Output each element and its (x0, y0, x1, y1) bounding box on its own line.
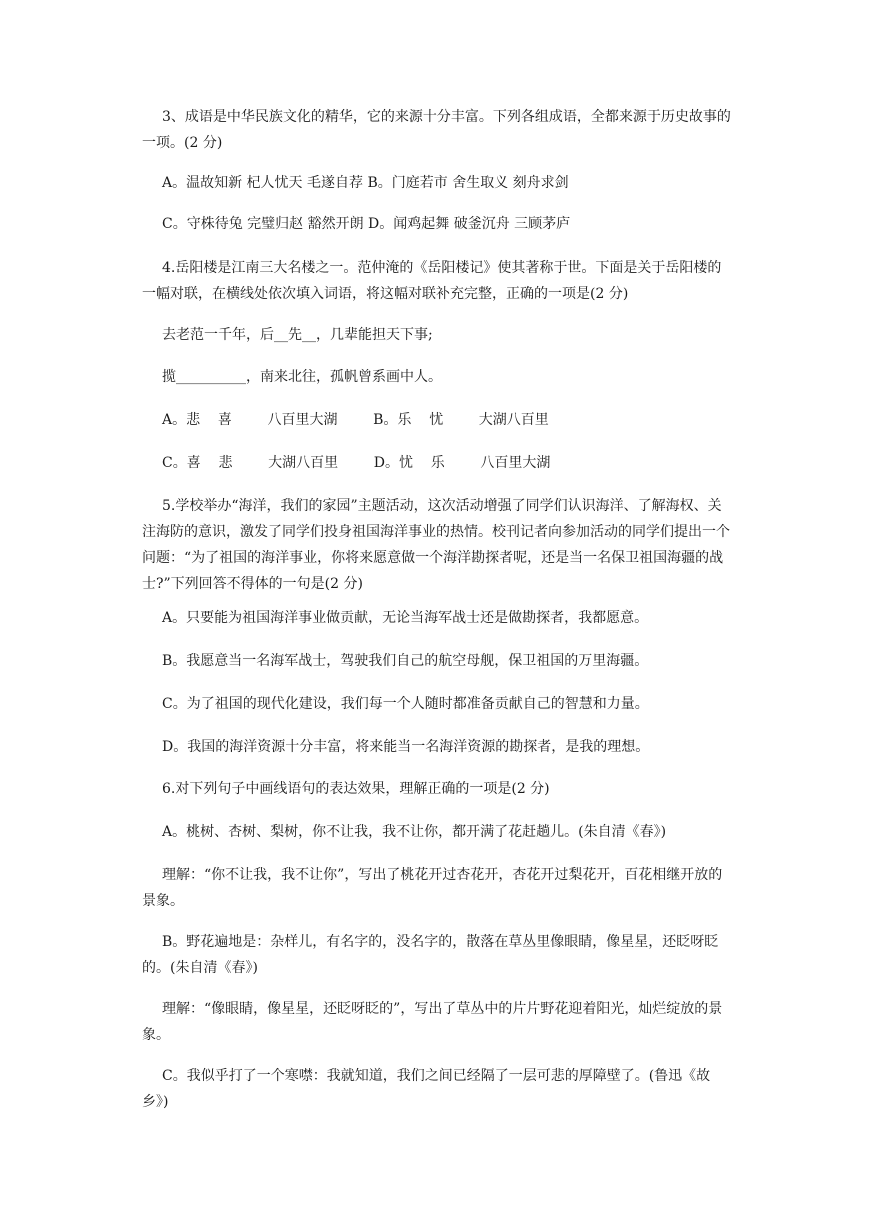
q6-explain-a: 理解：“你不让我，我不让你”，写出了桃花开过杏花开，杏花开过梨花开，百花相继开放的景象。 (142, 867, 723, 909)
q6-explain-b: 理解：“像眼睛，像星星，还眨呀眨的”，写出了草丛中的片片野花迎着阳光，灿烂绽放的景象。 (142, 1001, 723, 1043)
q3-stem: 3、成语是中华民族文化的精华，它的来源十分丰富。下列各组成语，全都来源于历史故事的一项。(2 分) (142, 109, 731, 151)
q6-option-c: C。我似乎打了一个寒噤：我就知道，我们之间已经隔了一层可悲的厚障壁了。(鲁迅《故乡》) (142, 1068, 711, 1110)
q4-couplet-line1: 去老范一千年，后__先__，几辈能担天下事; (162, 327, 433, 343)
q5-stem: 5.学校举办“海洋，我们的家园”主题活动，这次活动增强了同学们认识海洋、了解海权、关注海防的意识，激发了同学们投身祖国海洋事业的热情。校刊记者向参加活动的同学们提出一个问题：“为了祖国的海洋事业，你将来愿意做一个海洋勘探者呢，还是当一名保卫祖国海疆的战士?”下列回答不得体的一句是(2 分) (142, 498, 730, 592)
q3-options-ab: A。温故知新 杞人忧天 毛遂自荐 B。门庭若市 舍生取义 刻舟求剑 (162, 175, 569, 191)
q5-option-b: B。我愿意当一名海军战士，驾驶我们自己的航空母舰，保卫祖国的万里海疆。 (162, 653, 649, 669)
q5-option-c: C。为了祖国的现代化建设，我们每一个人随时都准备贡献自己的智慧和力量。 (162, 696, 649, 712)
q6-option-a: A。桃树、杏树、梨树，你不让我，我不让你，都开满了花赶趟儿。(朱自清《春》) (162, 824, 667, 840)
q5-option-d: D。我国的海洋资源十分丰富，将来能当一名海洋资源的勘探者，是我的理想。 (162, 739, 650, 755)
q6-option-b: B。野花遍地是：杂样儿，有名字的，没名字的，散落在草丛里像眼睛，像星星，还眨呀眨的。(朱自清《春》) (142, 934, 719, 976)
q4-stem: 4.岳阳楼是江南三大名楼之一。范仲淹的《岳阳楼记》使其著称于世。下面是关于岳阳楼的一幅对联，在横线处依次填入词语，将这幅对联补充完整，正确的一项是(2 分) (142, 260, 722, 302)
q6-stem: 6.对下列句子中画线语句的表达效果，理解正确的一项是(2 分) (162, 781, 550, 797)
q4-couplet-line2: 揽__________，南来北往，孤帆曾系画中人。 (162, 369, 442, 385)
q4-options-cd: C。喜 悲 大湖八百里 D。忧 乐 八百里大湖 (162, 455, 551, 471)
q5-option-a: A。只要能为祖国海洋事业做贡献，无论当海军战士还是做勘探者，我都愿意。 (162, 610, 649, 626)
q4-options-ab: A。悲 喜 八百里大湖 B。乐 忧 大湖八百里 (162, 412, 549, 428)
q3-options-cd: C。守株待兔 完璧归赵 豁然开朗 D。闻鸡起舞 破釜沉舟 三顾茅庐 (162, 216, 571, 232)
